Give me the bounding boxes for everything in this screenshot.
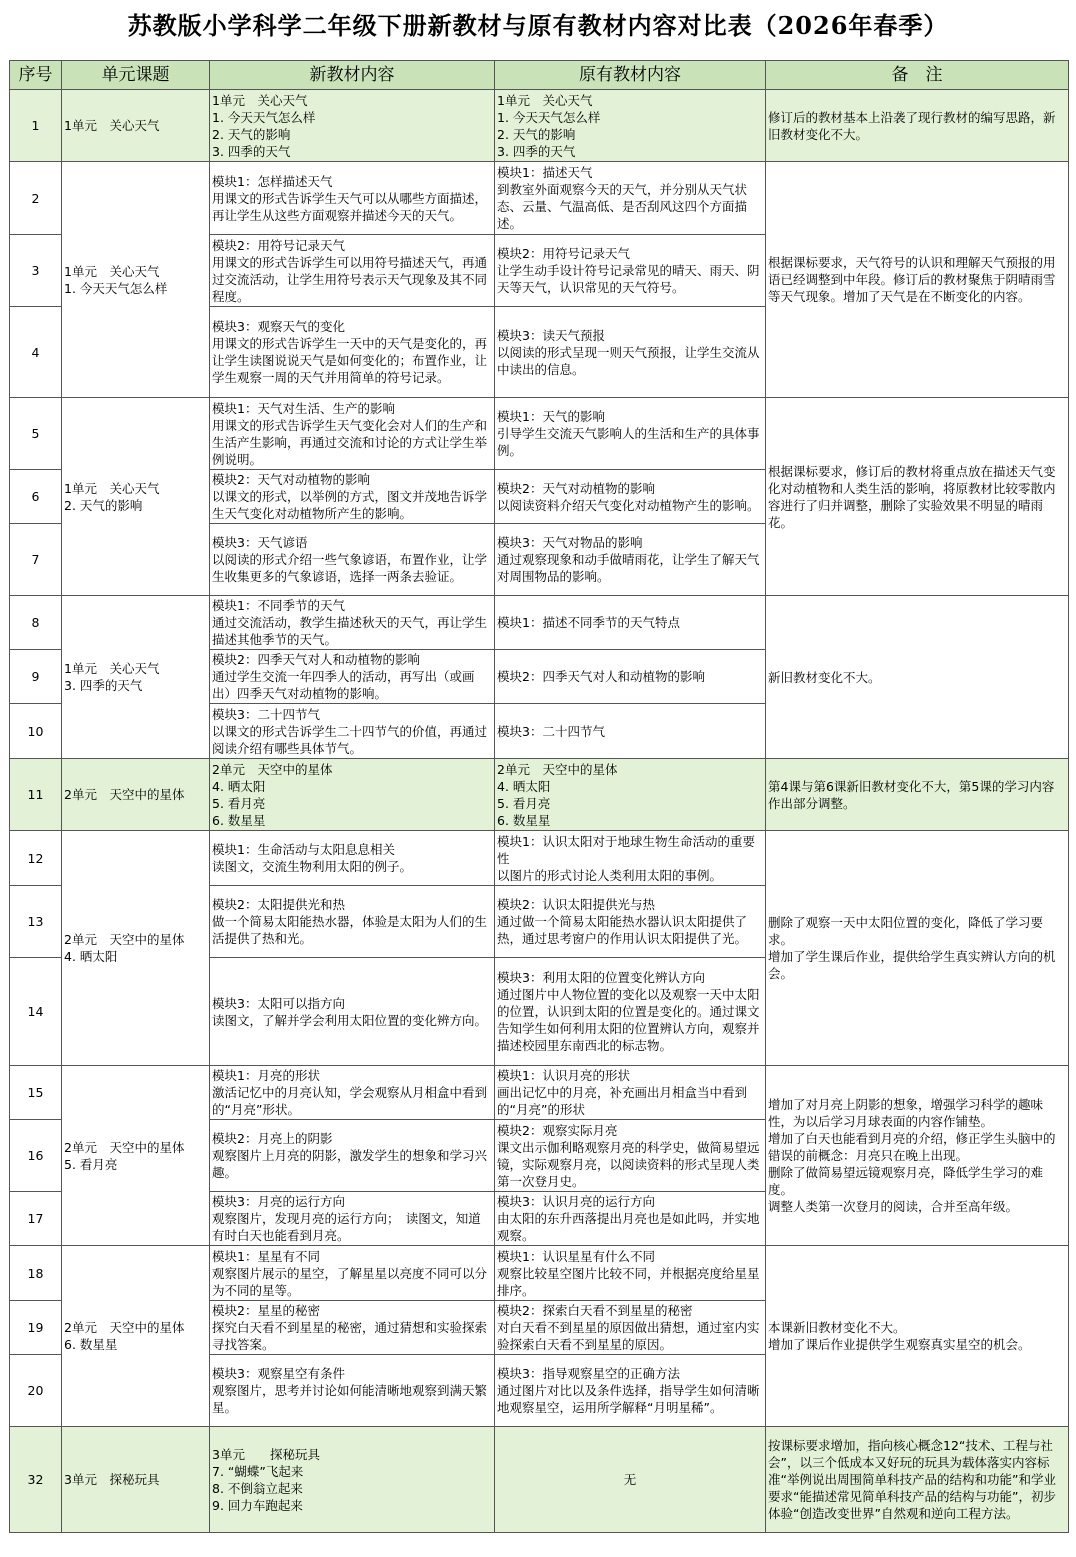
note-cell: 第4课与第6课新旧教材变化不大，第5课的学习内容作出部分调整。 [766, 759, 1069, 831]
old-content-cell: 模块1：描述不同季节的天气特点 [495, 596, 766, 650]
new-content-cell: 模块2：太阳提供光和热 做一个简易太阳能热水器，体验是太阳为人们的生活提供了热和光。 [210, 886, 495, 958]
row-number: 4 [10, 307, 62, 398]
unit-cell: 2单元 天空中的星体 6. 数星星 [62, 1246, 210, 1427]
new-content-cell: 模块1：不同季节的天气 通过交流活动，教学生描述秋天的天气，再让学生描述其他季节的天气。 [210, 596, 495, 650]
old-content-cell: 模块1：认识太阳对于地球生物生命活动的重要性 以图片的形式讨论人类利用太阳的事例。 [495, 831, 766, 886]
new-content-cell: 模块3：观察星空有条件 观察图片，思考并讨论如何能清晰地观察到满天繁星。 [210, 1355, 495, 1427]
header-no: 序号 [10, 61, 62, 90]
new-content-cell: 模块2：月亮上的阴影 观察图片上月亮的阴影，激发学生的想象和学习兴趣。 [210, 1120, 495, 1192]
unit-cell: 2单元 天空中的星体 5. 看月亮 [62, 1066, 210, 1246]
new-content-cell: 模块1：生命活动与太阳息息相关 读图文，交流生物利用太阳的例子。 [210, 831, 495, 886]
row-number: 7 [10, 524, 62, 596]
old-content-cell: 模块3：利用太阳的位置变化辨认方向 通过图片中人物位置的变化以及观察一天中太阳的位置，认识到太阳的位置是变化的。通过课文告知学生如何利用太阳的位置辨认方向，观察并描述校园里东南西北的标志物。 [495, 958, 766, 1066]
row-number: 17 [10, 1192, 62, 1246]
row-number: 2 [10, 162, 62, 235]
old-content-cell: 模块3：指导观察星空的正确方法 通过图片对比以及条件选择，指导学生如何清晰地观察星空，运用所学解释“月明星稀”。 [495, 1355, 766, 1427]
row-number: 8 [10, 596, 62, 650]
new-content-cell: 模块1：怎样描述天气 用课文的形式告诉学生天气可以从哪些方面描述，再让学生从这些方面观察并描述今天的天气。 [210, 162, 495, 235]
new-content-cell: 模块1：星星有不同 观察图片展示的星空，了解星星以亮度不同可以分为不同的星等。 [210, 1246, 495, 1301]
old-content-cell: 模块2：观察实际月亮 课文出示伽利略观察月亮的科学史，做简易望远镜，实际观察月亮，以阅读资料的形式呈现人类第一次登月史。 [495, 1120, 766, 1192]
unit-cell: 1单元 关心天气 2. 天气的影响 [62, 398, 210, 596]
unit-cell: 1单元 关心天气 1. 今天天气怎么样 [62, 162, 210, 398]
new-content-cell: 模块3：月亮的运行方向 观察图片，发现月亮的运行方向； 读图文，知道有时白天也能看到月亮。 [210, 1192, 495, 1246]
row-number: 5 [10, 398, 62, 470]
note-cell: 按课标要求增加，指向核心概念12“技术、工程与社会”，以三个低成本又好玩的玩具为载体落实内容标准“举例说出周围简单科技产品的结构和功能”和学业要求“能描述常见简单科技产品的结构与功能”，初步体验“创造改变世界”自然观和逆向工程方法。 [766, 1427, 1069, 1533]
row-number: 10 [10, 704, 62, 759]
header-unit: 单元课题 [62, 61, 210, 90]
row-number: 11 [10, 759, 62, 831]
table-row [10, 90, 1069, 162]
old-content-cell: 无 [495, 1427, 766, 1533]
row-number: 12 [10, 831, 62, 886]
old-content-cell: 模块3：天气对物品的影响 通过观察现象和动手做晴雨花，让学生了解天气对周围物品的影响。 [495, 524, 766, 596]
old-content-cell: 2单元 天空中的星体 4. 晒太阳 5. 看月亮 6. 数星星 [495, 759, 766, 831]
comparison-table [9, 60, 1069, 1533]
new-content-cell: 模块3：二十四节气 以课文的形式告诉学生二十四节气的价值，再通过阅读介绍有哪些具体节气。 [210, 704, 495, 759]
header-old: 原有教材内容 [495, 61, 766, 90]
note-cell: 删除了观察一天中太阳位置的变化，降低了学习要求。 增加了学生课后作业，提供给学生真实辨认方向的机会。 [766, 831, 1069, 1066]
row-number: 1 [10, 90, 62, 162]
new-content-cell: 模块2：星星的秘密 探究白天看不到星星的秘密，通过猜想和实验探索寻找答案。 [210, 1301, 495, 1355]
row-number: 13 [10, 886, 62, 958]
table-row [10, 1427, 1069, 1533]
new-content-cell: 模块1：天气对生活、生产的影响 用课文的形式告诉学生天气变化会对人们的生产和生活产生影响，再通过交流和讨论的方式让学生举例说明。 [210, 398, 495, 470]
unit-cell: 1单元 关心天气 [62, 90, 210, 162]
old-content-cell: 模块1：天气的影响 引导学生交流天气影响人的生活和生产的具体事例。 [495, 398, 766, 470]
old-content-cell: 模块2：用符号记录天气 让学生动手设计符号记录常见的晴天、雨天、阴天等天气，认识常见的天气符号。 [495, 235, 766, 307]
unit-cell: 2单元 天空中的星体 [62, 759, 210, 831]
row-number: 6 [10, 470, 62, 524]
row-number: 18 [10, 1246, 62, 1301]
table-row [10, 1246, 1069, 1301]
table-row [10, 759, 1069, 831]
unit-cell: 1单元 关心天气 3. 四季的天气 [62, 596, 210, 759]
new-content-cell: 3单元 探秘玩具 7. “蝴蝶”飞起来 8. 不倒翁立起来 9. 回力车跑起来 [210, 1427, 495, 1533]
row-number: 14 [10, 958, 62, 1066]
new-content-cell: 模块2：四季天气对人和动植物的影响 通过学生交流一年四季人的活动，再写出（或画出）四季天气对动植物的影响。 [210, 650, 495, 704]
note-cell: 根据课标要求，修订后的教材将重点放在描述天气变化对动植物和人类生活的影响，将原教材比较零散内容进行了归并调整，删除了实验效果不明显的晴雨花。 [766, 398, 1069, 596]
old-content-cell: 模块3：读天气预报 以阅读的形式呈现一则天气预报，让学生交流从中读出的信息。 [495, 307, 766, 398]
old-content-cell: 模块2：认识太阳提供光与热 通过做一个简易太阳能热水器认识太阳提供了热，通过思考窗户的作用认识太阳提供了光。 [495, 886, 766, 958]
table-row [10, 831, 1069, 886]
new-content-cell: 1单元 关心天气 1. 今天天气怎么样 2. 天气的影响 3. 四季的天气 [210, 90, 495, 162]
old-content-cell: 1单元 关心天气 1. 今天天气怎么样 2. 天气的影响 3. 四季的天气 [495, 90, 766, 162]
new-content-cell: 2单元 天空中的星体 4. 晒太阳 5. 看月亮 6. 数星星 [210, 759, 495, 831]
new-content-cell: 模块2：天气对动植物的影响 以课文的形式，以举例的方式，图文并茂地告诉学生天气变化对动植物所产生的影响。 [210, 470, 495, 524]
new-content-cell: 模块3：观察天气的变化 用课文的形式告诉学生一天中的天气是变化的，再让学生读图说说天气是如何变化的；布置作业，让学生观察一周的天气并用简单的符号记录。 [210, 307, 495, 398]
row-number: 19 [10, 1301, 62, 1355]
old-content-cell: 模块1：认识星星有什么不同 观察比较星空图片比较不同，并根据亮度给星星排序。 [495, 1246, 766, 1301]
unit-cell: 2单元 天空中的星体 4. 晒太阳 [62, 831, 210, 1066]
old-content-cell: 模块1：描述天气 到教室外面观察今天的天气，并分别从天气状态、云量、气温高低、是否刮风这四个方面描述。 [495, 162, 766, 235]
old-content-cell: 模块3：认识月亮的运行方向 由太阳的东升西落提出月亮也是如此吗，并实地观察。 [495, 1192, 766, 1246]
old-content-cell: 模块3：二十四节气 [495, 704, 766, 759]
note-cell: 增加了对月亮上阴影的想象，增强学习科学的趣味性，为以后学习月球表面的内容作铺垫。 增加了白天也能看到月亮的介绍，修正学生头脑中的错误的前概念：月亮只在晚上出现。 删除了做简易望远镜观察月亮，降低学生学习的难度。 调整人类第一次登月的阅读，合并至高年级。 [766, 1066, 1069, 1246]
row-number: 9 [10, 650, 62, 704]
old-content-cell: 模块2：探索白天看不到星星的秘密 对白天看不到星星的原因做出猜想，通过室内实验探索白天看不到星星的原因。 [495, 1301, 766, 1355]
old-content-cell: 模块2：天气对动植物的影响 以阅读资料介绍天气变化对动植物产生的影响。 [495, 470, 766, 524]
row-number: 32 [10, 1427, 62, 1533]
new-content-cell: 模块3：天气谚语 以阅读的形式介绍一些气象谚语，布置作业，让学生收集更多的气象谚语，选择一两条去验证。 [210, 524, 495, 596]
row-number: 15 [10, 1066, 62, 1120]
table-row [10, 596, 1069, 650]
new-content-cell: 模块3：太阳可以指方向 读图文，了解并学会利用太阳位置的变化辨方向。 [210, 958, 495, 1066]
note-cell: 根据课标要求，天气符号的认识和理解天气预报的用语已经调整到中年段。修订后的教材聚焦于阴晴雨雪等天气现象。增加了天气是在不断变化的内容。 [766, 162, 1069, 398]
old-content-cell: 模块1：认识月亮的形状 画出记忆中的月亮，补充画出月相盒当中看到的“月亮”的形状 [495, 1066, 766, 1120]
header-note: 备 注 [766, 61, 1069, 90]
row-number: 16 [10, 1120, 62, 1192]
page-title: 苏教版小学科学二年级下册新教材与原有教材内容对比表（2026年春季） [127, 11, 949, 40]
header-new: 新教材内容 [210, 61, 495, 90]
table-row [10, 162, 1069, 235]
note-cell: 本课新旧教材变化不大。 增加了课后作业提供学生观察真实星空的机会。 [766, 1246, 1069, 1427]
row-number: 3 [10, 235, 62, 307]
note-cell: 新旧教材变化不大。 [766, 596, 1069, 759]
row-number: 20 [10, 1355, 62, 1427]
old-content-cell: 模块2：四季天气对人和动植物的影响 [495, 650, 766, 704]
new-content-cell: 模块1：月亮的形状 激活记忆中的月亮认知，学会观察从月相盒中看到的“月亮”形状。 [210, 1066, 495, 1120]
unit-cell: 3单元 探秘玩具 [62, 1427, 210, 1533]
table-row [10, 398, 1069, 470]
new-content-cell: 模块2：用符号记录天气 用课文的形式告诉学生可以用符号描述天气，再通过交流活动，让学生用符号表示天气现象及其不同程度。 [210, 235, 495, 307]
header-row [10, 61, 1069, 90]
note-cell: 修订后的教材基本上沿袭了现行教材的编写思路，新旧教材变化不大。 [766, 90, 1069, 162]
table-row [10, 1066, 1069, 1120]
